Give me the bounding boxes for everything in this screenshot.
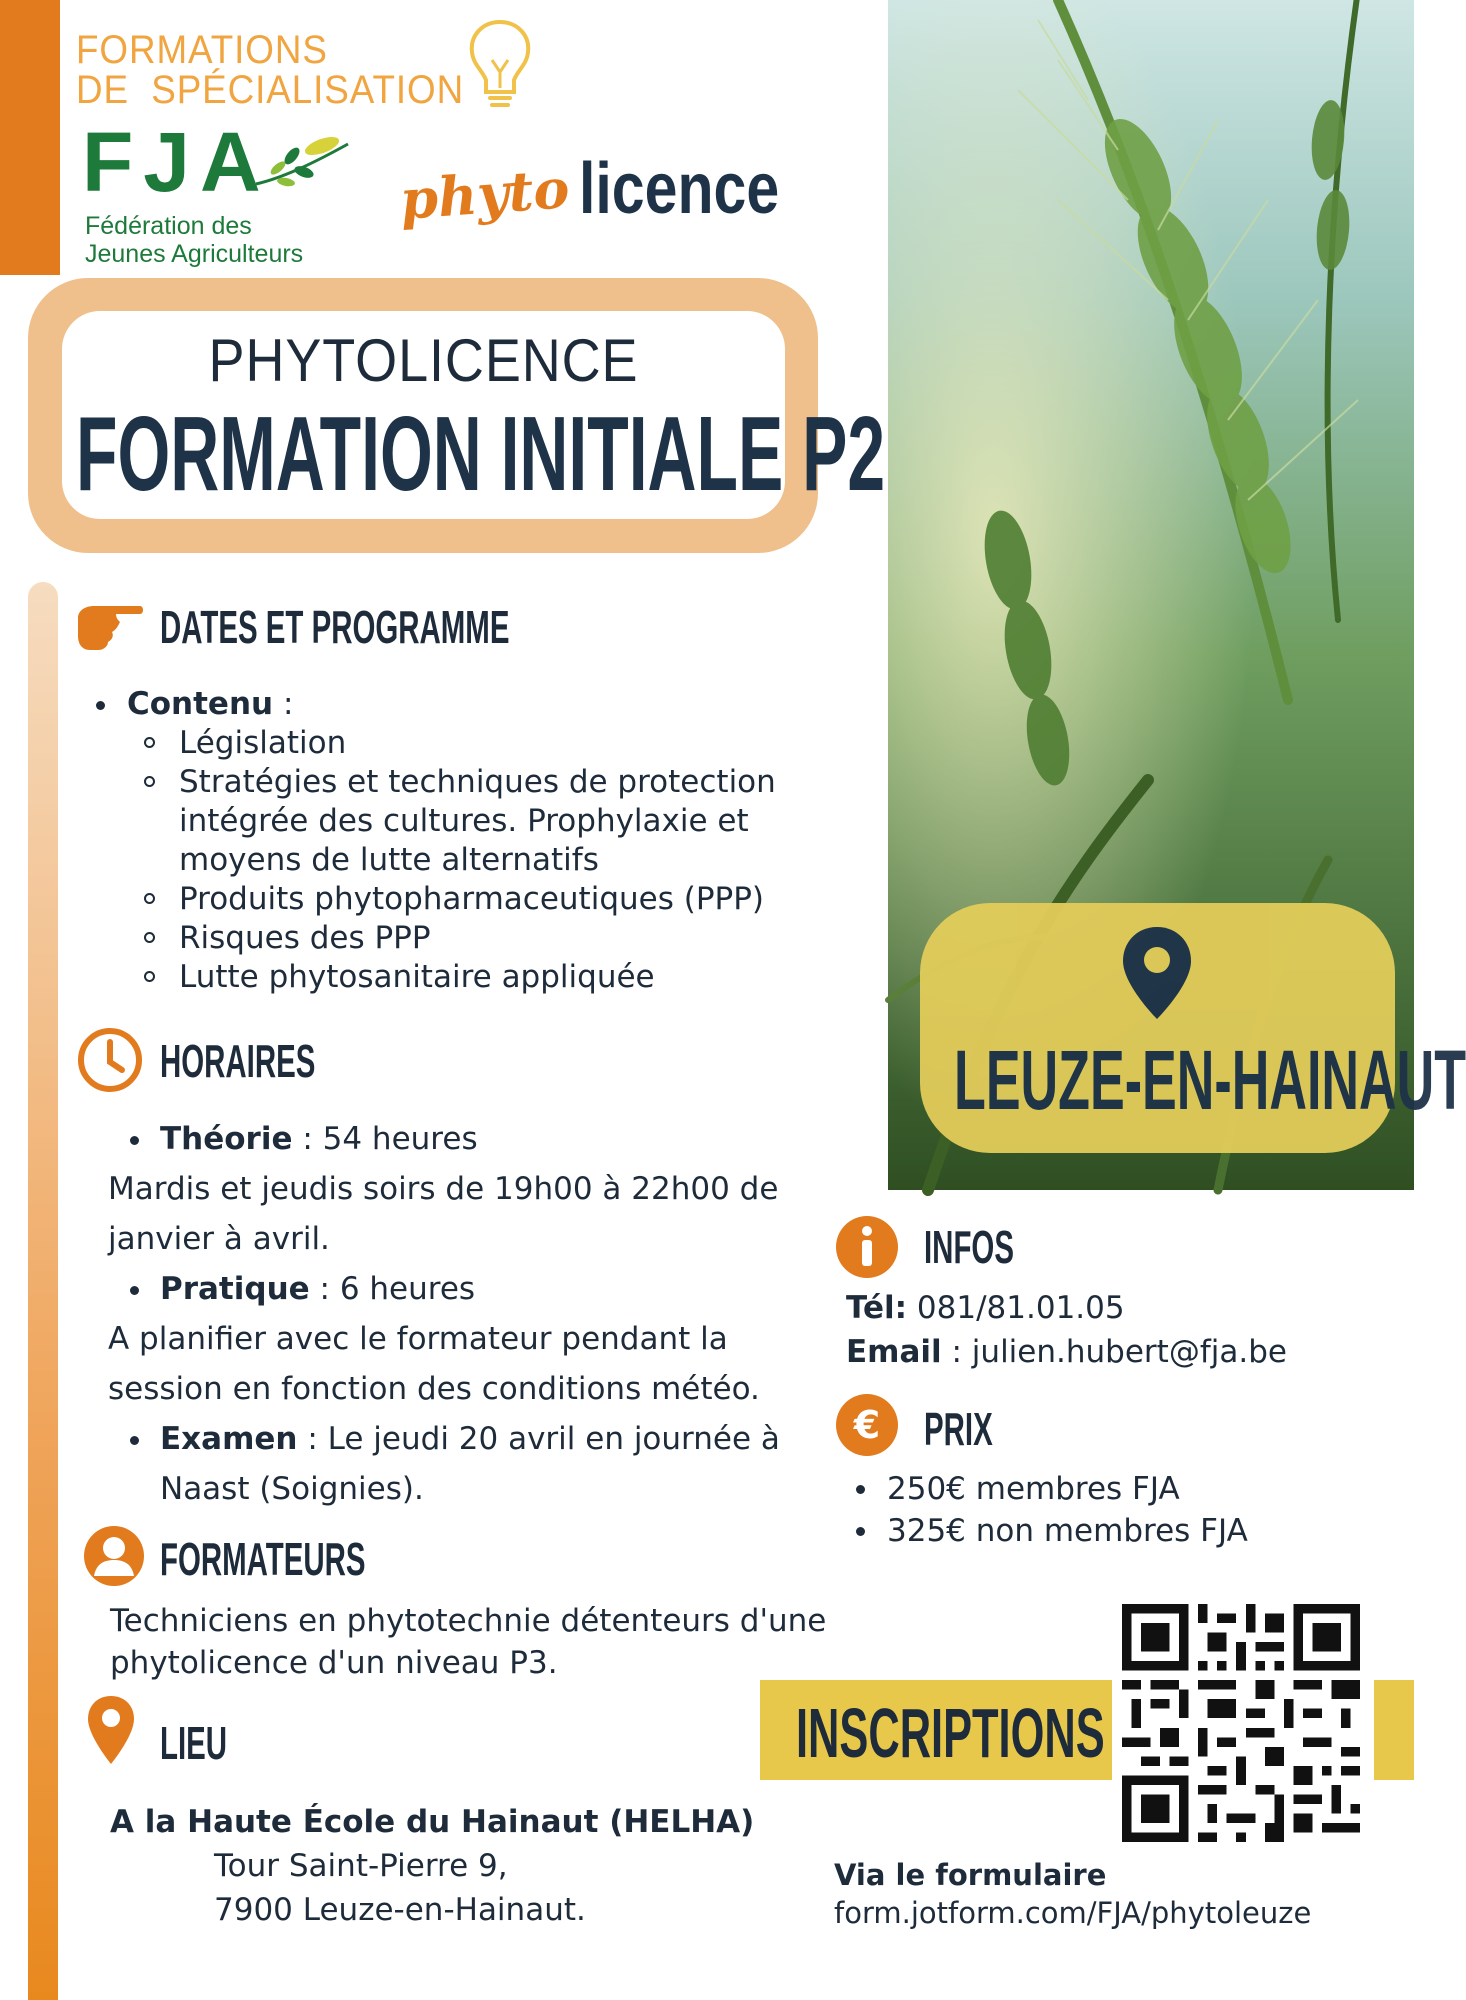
pratique-detail: A planifier avec le formateur pendant la [108,1321,728,1357]
theorie-detail: janvier à avril. [108,1221,330,1257]
formations-line2: DE SPÉCIALISATION [76,68,465,112]
form-url-link[interactable]: form.jotform.com/FJA/phytoleuze [834,1896,1312,1930]
orange-tab [0,0,60,275]
fja-sub-line1: Fédération des [85,212,252,240]
theorie-line [160,1114,478,1164]
leaf-icon [252,134,352,194]
pointing-hand-icon [72,596,144,656]
lieu-address [110,1800,754,1932]
inscriptions-label: INSCRIPTIONS [796,1694,1105,1772]
prix-list [856,1468,1276,1558]
phytolicence-logo [397,148,824,232]
formateurs-line2: phytolicence d'un niveau P3. [110,1645,558,1681]
price-item: 325€ non membres FJA [887,1513,1248,1549]
section-heading-infos: INFOS [924,1221,1014,1273]
pratique-value: : 6 heures [309,1271,476,1307]
examen-label: Examen [160,1421,298,1457]
formations-title [76,30,464,110]
section-heading-prix: PRIX [924,1403,993,1455]
list-item: Risques des PPP [179,920,431,956]
fja-subtitle [85,212,303,268]
inscriptions-band-right [1374,1680,1414,1780]
section-heading-lieu: LIEU [160,1717,228,1769]
horaires-content [108,1114,828,1514]
price-item: 250€ membres FJA [887,1471,1180,1507]
tel-value: 081/81.01.05 [907,1290,1125,1326]
lieu-street: Tour Saint-Pierre 9, [214,1848,508,1884]
tel-line [846,1286,1287,1330]
lieu-school: A la Haute École du Hainaut (HELHA) [110,1804,755,1840]
qr-code[interactable] [1122,1604,1360,1842]
list-item: Stratégies et techniques de protection [179,764,776,800]
title-box [62,311,886,519]
examen-line [160,1414,780,1464]
theorie-value: : 54 heures [292,1121,478,1157]
section-heading-dates: DATES ET PROGRAMME [160,601,510,653]
clock-icon [76,1026,144,1094]
examen-value: : Le jeudi 20 avril en journée à [297,1421,780,1457]
euro-icon [834,1392,900,1458]
theorie-label: Théorie [160,1121,293,1157]
map-pin-icon [86,1694,136,1766]
list-item: Lutte phytosanitaire appliquée [179,959,655,995]
contenu-label: Contenu [127,686,274,722]
email-value[interactable]: : julien.hubert@fja.be [941,1334,1287,1370]
list-item: Législation [179,725,347,761]
phyto-word: phyto [397,156,572,232]
map-pin-icon [1120,925,1194,1021]
tel-label: Tél: [846,1290,908,1326]
email-label: Email [846,1334,942,1370]
theorie-detail: Mardis et jeudis soirs de 19h00 à 22h00 de [108,1171,779,1207]
examen-detail: Naast (Soignies). [160,1471,424,1507]
location-badge [920,903,1466,1153]
inscriptions-via [834,1856,1311,1932]
fja-sub-line2: Jeunes Agriculteurs [85,240,304,268]
lightbulb-icon [460,14,540,114]
via-label: Via le formulaire [834,1858,1107,1892]
fja-logo [82,115,352,270]
licence-word: licence [579,149,780,229]
pratique-line [160,1264,475,1314]
list-item-cont: moyens de lutte alternatifs [179,842,599,878]
formateurs-text [110,1600,826,1684]
page-title: FORMATION INITIALE P2 [76,395,886,513]
list-item: Produits phytopharmaceutiques (PPP) [179,881,764,917]
dates-content [96,684,796,1014]
contenu-suffix: : [273,686,294,722]
email-line[interactable] [846,1330,1287,1374]
pratique-label: Pratique [160,1271,310,1307]
pratique-detail: session en fonction des conditions météo. [108,1371,760,1407]
info-icon [834,1214,900,1280]
fja-letters: FJA [82,115,271,209]
list-item-cont: intégrée des cultures. Prophylaxie et [179,803,749,839]
location-name: LEUZE-EN-HAINAUT [954,1033,1466,1127]
lieu-city: 7900 Leuze-en-Hainaut. [214,1892,586,1928]
formations-line1: FORMATIONS [76,28,328,72]
svg-text:€: € [853,1403,881,1447]
contenu-line [127,684,293,724]
infos-contact [846,1286,1287,1374]
side-rail [28,582,58,2000]
person-icon [82,1524,146,1588]
section-heading-horaires: HORAIRES [160,1035,316,1087]
formateurs-line1: Techniciens en phytotechnie détenteurs d'une [110,1603,827,1639]
title-kicker: PHYTOLICENCE [208,327,639,394]
section-heading-formateurs: FORMATEURS [160,1533,366,1585]
